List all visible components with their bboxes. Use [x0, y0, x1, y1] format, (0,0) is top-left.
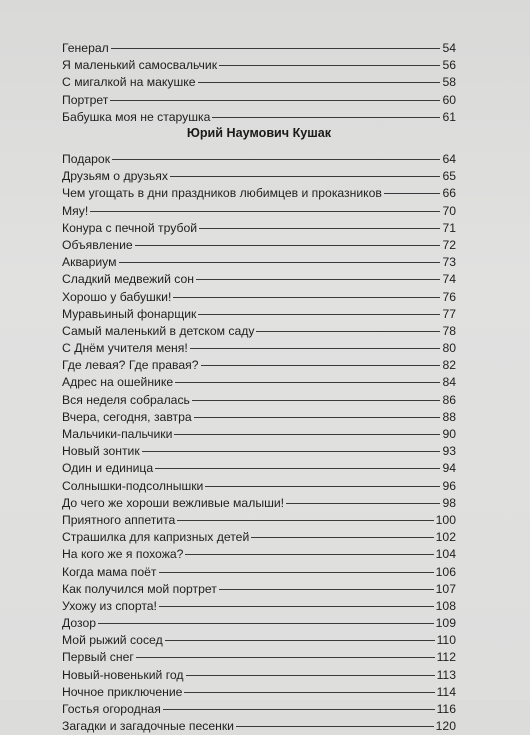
toc-entry: [62, 426, 456, 443]
toc-entry-title: Бабушка моя не старушка: [62, 109, 211, 124]
toc-entry: [62, 443, 456, 460]
toc-entry: [62, 649, 456, 666]
toc-entry-title: Сладкий медвежий сон: [62, 272, 195, 287]
toc-entry-title: Генерал: [62, 41, 109, 55]
toc-leader-line: [219, 589, 434, 590]
toc-entry: [62, 357, 456, 374]
toc-entry-page: 109: [435, 616, 456, 631]
toc-leader-line: [90, 211, 440, 212]
toc-entry-page: 98: [442, 495, 456, 510]
toc-leader-line: [196, 279, 440, 280]
toc-entry-page: 108: [435, 598, 456, 613]
toc-entry-page: 110: [436, 633, 456, 648]
toc-leader-line: [199, 228, 440, 229]
toc-entry-title: Загадки и загадочные песенки: [62, 719, 234, 734]
toc-leader-line: [119, 262, 441, 263]
toc-entry-page: 82: [442, 358, 456, 373]
toc-entry-title: Солнышки-подсолнышки: [62, 478, 204, 493]
toc-leader-line: [236, 726, 434, 727]
toc-entry-title: Муравьиный фонарщик: [62, 306, 197, 321]
toc-leader-line: [186, 675, 435, 676]
toc-leader-line: [219, 65, 440, 66]
toc-entry: [62, 109, 456, 126]
toc-entry-page: 104: [435, 547, 456, 562]
toc-entry-title: Дозор: [62, 616, 97, 631]
toc-entry-title: Ночное приключение: [62, 684, 183, 699]
toc-entry-title: До чего же хороши вежливые малыши!: [62, 495, 285, 510]
toc-entry-page: 56: [442, 58, 456, 73]
toc-entry: [62, 409, 456, 426]
toc-entry: [62, 237, 456, 254]
toc-entry-page: 86: [442, 392, 456, 407]
toc-entry-title: Как получился мой портрет: [62, 581, 217, 596]
toc-entry-page: 76: [442, 289, 456, 304]
toc-leader-line: [111, 48, 441, 49]
toc-entry-page: 93: [442, 444, 456, 459]
toc-entry: [62, 615, 456, 632]
toc-entry-page: 71: [442, 220, 456, 235]
toc-entry-page: 60: [442, 92, 456, 107]
toc-entry: [62, 564, 456, 581]
toc-entry-title: Где левая? Где правая?: [62, 358, 199, 373]
toc-entry-title: Адрес на ошейнике: [62, 375, 174, 390]
toc-entry-title: Новый-новенький год: [62, 667, 184, 682]
toc-leader-line: [110, 100, 440, 101]
toc-leader-line: [159, 572, 434, 573]
toc-leader-line: [163, 709, 435, 710]
toc-entry-title: Вчера, сегодня, завтра: [62, 409, 192, 424]
toc-entry-page: 114: [436, 684, 456, 699]
toc-entry: [62, 512, 456, 529]
toc-entry-title: Приятного аппетита: [62, 512, 176, 527]
toc-entry-page: 74: [442, 272, 456, 287]
toc-entry: [62, 340, 456, 357]
toc-entry-page: 66: [442, 186, 456, 201]
toc-entry-page: 58: [442, 75, 456, 90]
toc-entry-title: Я маленький самосвальчик: [62, 58, 218, 73]
toc-entry-page: 84: [442, 375, 456, 390]
toc-leader-line: [142, 451, 441, 452]
toc-entry-page: 77: [442, 306, 456, 321]
toc-entry-title: Страшилка для капризных детей: [62, 530, 250, 545]
toc-entry-title: Мой рыжий сосед: [62, 633, 163, 648]
toc-entry-title: Когда мама поёт: [62, 564, 157, 579]
toc-entry: [62, 581, 456, 598]
toc-leader-line: [384, 193, 441, 194]
toc-leader-line: [192, 400, 441, 401]
toc-entry: [62, 185, 456, 202]
toc-entry: [62, 168, 456, 185]
toc-leader-line: [159, 606, 434, 607]
toc-entry-page: 61: [442, 109, 456, 124]
toc-leader-line: [190, 348, 441, 349]
toc-entry: [62, 495, 456, 512]
toc-leader-line: [112, 159, 440, 160]
toc-entry-page: 88: [442, 409, 456, 424]
toc-entry-title: Вся неделя собралась: [62, 392, 190, 407]
toc-entry-title: Ухожу из спорта!: [62, 598, 157, 613]
toc-entry-title: Конура с печной трубой: [62, 220, 198, 235]
toc-leader-line: [175, 382, 440, 383]
toc-entry: [62, 460, 456, 477]
toc-entry-page: 78: [442, 323, 456, 338]
toc-entry-title: На кого же я похожа?: [62, 547, 184, 562]
toc-entry-title: Подарок: [62, 152, 111, 166]
toc-entry-title: Мяу!: [62, 203, 89, 218]
toc-entry-title: С мигалкой на макушке: [62, 75, 196, 90]
toc-entry-page: 65: [442, 169, 456, 184]
toc-entry: [62, 546, 456, 563]
toc-entry-title: Первый снег: [62, 650, 134, 665]
toc-leader-line: [251, 537, 433, 538]
toc-entry-page: 73: [442, 255, 456, 270]
toc-entry: [62, 701, 456, 718]
toc-entry-page: 120: [435, 719, 456, 734]
toc-entry-page: 90: [442, 427, 456, 441]
toc-leader-line: [135, 245, 441, 246]
toc-entry: [62, 667, 456, 684]
toc-entry-page: 113: [436, 667, 456, 682]
toc-leader-line: [205, 486, 440, 487]
toc-leader-line: [177, 520, 433, 521]
toc-leader-line: [155, 468, 440, 469]
toc-leader-line: [256, 331, 440, 332]
toc-leader-line: [212, 117, 440, 118]
toc-entry: [62, 40, 456, 57]
toc-entry: [62, 254, 456, 271]
toc-leader-line: [98, 623, 434, 624]
toc-entry-title: Друзьям о друзьях: [62, 169, 168, 184]
toc-entry: [62, 392, 456, 409]
toc-entry: [62, 203, 456, 220]
toc-leader-line: [173, 297, 440, 298]
toc-entry: [62, 92, 456, 109]
toc-entry-title: Новый зонтик: [62, 444, 140, 459]
toc-entry: [62, 271, 456, 288]
toc-entry-title: Гостья огородная: [62, 702, 161, 716]
toc-entry-page: 106: [435, 564, 456, 579]
toc-leader-line: [184, 692, 434, 693]
toc-entry-page: 70: [442, 203, 456, 218]
toc-entry: [62, 684, 456, 701]
toc-entry-title: Чем угощать в дни праздников любимцев и проказников: [62, 186, 382, 201]
toc-leader-line: [185, 554, 433, 555]
toc-entry-title: Портрет: [62, 92, 109, 107]
toc-entry-page: 80: [442, 341, 456, 356]
toc-entry-page: 54: [442, 41, 456, 55]
toc-entry-page: 96: [442, 478, 456, 493]
toc-entry: [62, 306, 456, 323]
toc-leader-line: [201, 365, 441, 366]
toc-entry-page: 64: [442, 152, 456, 166]
toc-leader-line: [174, 434, 440, 435]
toc-list-kushak: [62, 151, 456, 735]
toc-entry: [62, 478, 456, 495]
toc-entry-title: Один и единица: [62, 461, 154, 476]
toc-leader-line: [165, 640, 435, 641]
toc-entry: [62, 151, 456, 168]
toc-entry-page: 72: [442, 237, 456, 252]
toc-entry-page: 100: [435, 512, 456, 527]
toc-entry: [62, 74, 456, 91]
toc-entry: [62, 323, 456, 340]
toc-entry: [62, 632, 456, 649]
toc-leader-line: [198, 82, 441, 83]
toc-entry: [62, 598, 456, 615]
toc-leader-line: [170, 176, 441, 177]
toc-entry-page: 94: [442, 461, 456, 476]
toc-entry-title: Мальчики-пальчики: [62, 427, 173, 441]
toc-entry: [62, 374, 456, 391]
author-heading: Юрий Наумович Кушак: [186, 126, 332, 140]
toc-entry-title: С Днём учителя меня!: [62, 341, 188, 356]
toc-entry-title: Объявление: [62, 237, 133, 252]
toc-entry: [62, 289, 456, 306]
toc-entry-page: 112: [436, 650, 456, 665]
toc-list-previous-author: [62, 40, 456, 126]
toc-entry: [62, 57, 456, 74]
toc-leader-line: [286, 503, 440, 504]
toc-leader-line: [198, 314, 440, 315]
toc-leader-line: [194, 417, 441, 418]
toc-entry-title: Аквариум: [62, 255, 117, 270]
toc-entry-page: 107: [435, 581, 456, 596]
toc-entry: [62, 220, 456, 237]
toc-entry-title: Хорошо у бабушки!: [62, 289, 172, 304]
toc-leader-line: [136, 657, 435, 658]
toc-entry: [62, 718, 456, 735]
toc-entry-page: 102: [435, 530, 456, 545]
toc-entry-title: Самый маленький в детском саду: [62, 323, 255, 338]
toc-entry-page: 116: [436, 702, 456, 716]
toc-entry: [62, 529, 456, 546]
